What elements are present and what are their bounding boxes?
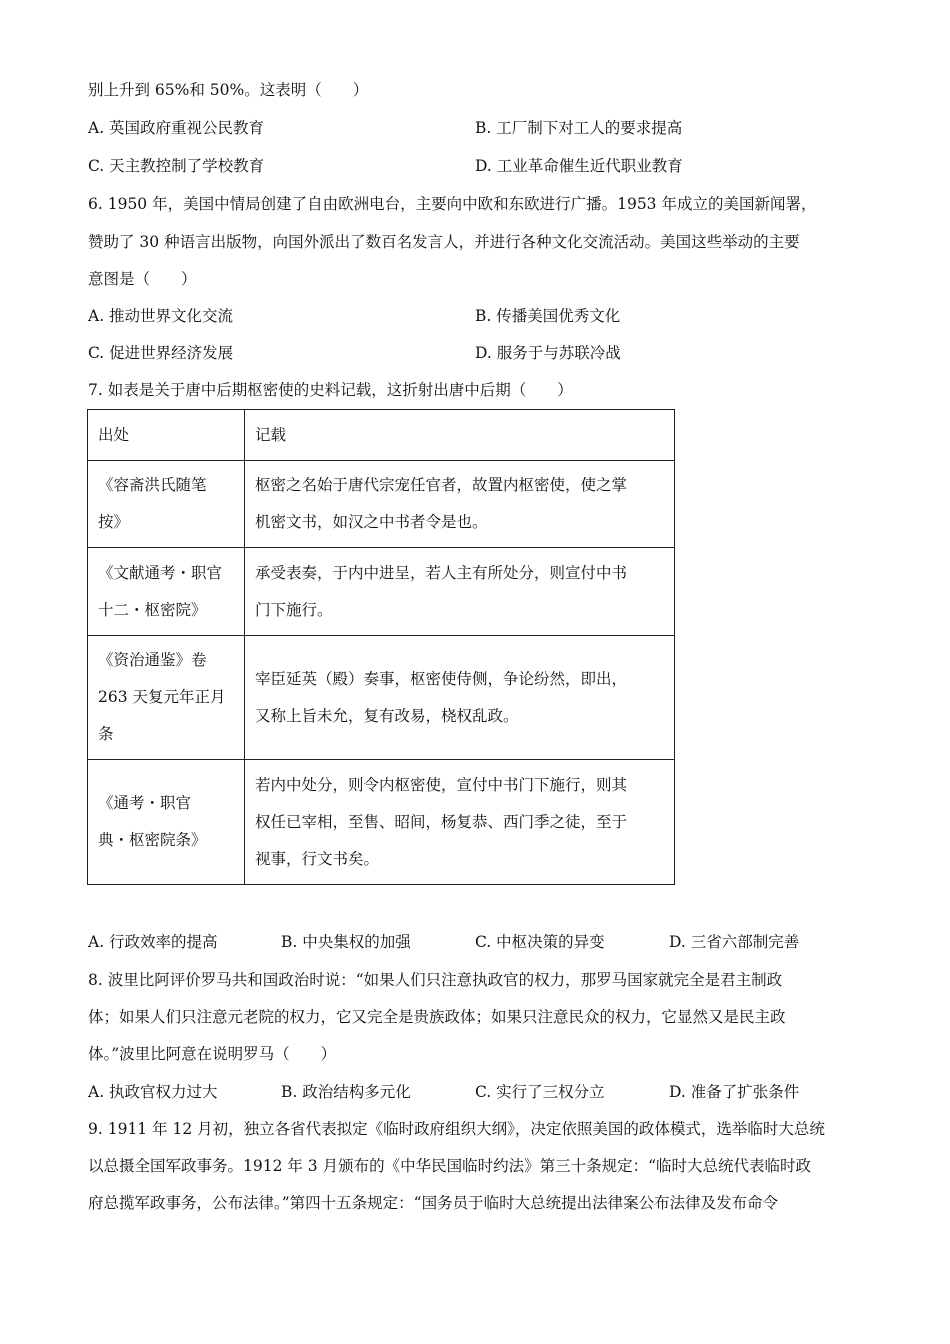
table-row [88, 548, 675, 636]
cell-line: 《容斋洪氏随笔 [98, 476, 207, 494]
table-cell-source [88, 760, 245, 885]
table-cell-record [245, 636, 675, 760]
table-cell-record [245, 548, 675, 636]
q9-stem-line-1: 9. 1911 年 12 月初，独立各省代表拟定《临时政府组织大纲》，决定依照美国的政体模式，选举临时大总统 [88, 1120, 825, 1138]
q9-stem-line-2: 以总摄全国军政事务。1912 年 3 月颁布的《中华民国临时约法》第三十条规定：“临时大总统代表临时政 [88, 1157, 812, 1175]
cell-line: 枢密之名始于唐代宗宠任官者，故置内枢密使，使之掌 [255, 476, 628, 494]
cell-line: 若内中处分，则令内枢密使，宣付中书门下施行，则其 [255, 775, 628, 794]
table-header-record: 记载 [245, 410, 675, 461]
q8-option-a: A. 执政官权力过大 [88, 1083, 218, 1101]
table-row [88, 760, 675, 885]
q5-option-d: D. 工业革命催生近代职业教育 [475, 157, 683, 175]
q8-stem-line-1: 8. 波里比阿评价罗马共和国政治时说：“如果人们只注意执政官的权力，那罗马国家就完全是君主制政 [88, 971, 783, 989]
cell-line: 按》 [98, 513, 130, 531]
q6-option-d: D. 服务于与苏联冷战 [475, 344, 621, 362]
table-header-row [88, 410, 675, 461]
q6-option-b: B. 传播美国优秀文化 [475, 307, 621, 325]
q5-option-c: C. 天主教控制了学校教育 [88, 157, 265, 175]
cell-line: 263 天复元年正月 [98, 688, 226, 706]
q5-stem-tail: 别上升到 65%和 50%。这表明（ ） [88, 81, 369, 99]
table-cell-source [88, 461, 245, 548]
table-row [88, 461, 675, 548]
q7-source-table [87, 409, 675, 885]
cell-line: 宰臣延英（殿）奏事，枢密使侍侧，争论纷然，即出， [255, 669, 628, 688]
cell-line: 《通考・职官 [98, 794, 192, 812]
q5-option-b: B. 工厂制下对工人的要求提高 [475, 119, 683, 137]
q6-option-c: C. 促进世界经济发展 [88, 344, 234, 362]
table-row [88, 636, 675, 760]
cell-line: 条 [98, 725, 114, 743]
cell-line: 典・枢密院条》 [98, 831, 207, 849]
q8-stem-line-3: 体。”波里比阿意在说明罗马（ ） [88, 1045, 337, 1063]
q8-stem-line-2: 体；如果人们只注意元老院的权力，它又完全是贵族政体；如果只注意民众的权力，它显然又是民主政 [88, 1008, 786, 1026]
cell-line: 承受表奏，于内中进呈，若人主有所处分，则宣付中书 [255, 563, 628, 582]
q6-stem-line-2: 赞助了 30 种语言出版物，向国外派出了数百名发言人，并进行各种文化交流活动。美国这些举动的主要 [88, 233, 800, 251]
table-cell-source [88, 636, 245, 760]
q7-stem: 7. 如表是关于唐中后期枢密使的史料记载，这折射出唐中后期（ ） [88, 381, 573, 399]
q6-stem-line-1: 6. 1950 年，美国中情局创建了自由欧洲电台，主要向中欧和东欧进行广播。1953 年成立的美国新闻署， [88, 195, 817, 213]
table-cell-record [245, 461, 675, 548]
q8-option-b: B. 政治结构多元化 [281, 1083, 411, 1101]
cell-line: 《资治通鉴》卷 [98, 651, 207, 669]
cell-line: 门下施行。 [255, 600, 333, 619]
cell-line: 十二・枢密院》 [98, 600, 207, 619]
q6-stem-line-3: 意图是（ ） [88, 270, 197, 288]
cell-line: 《文献通考・职官 [98, 563, 223, 582]
q5-option-a: A. 英国政府重视公民教育 [88, 119, 265, 137]
table-cell-source [88, 548, 245, 636]
q7-option-c: C. 中枢决策的异变 [475, 933, 605, 951]
cell-line: 视事，行文书矣。 [255, 849, 380, 868]
table-header-source: 出处 [88, 410, 245, 461]
q7-option-b: B. 中央集权的加强 [281, 933, 411, 951]
q9-stem-line-3: 府总揽军政事务，公布法律。”第四十五条规定：“国务员于临时大总统提出法律案公布法律及发布命令 [88, 1194, 779, 1212]
cell-line: 权任已宰相，至售、昭间，杨复恭、西门季之徒，至于 [255, 812, 628, 831]
cell-line: 机密文书，如汉之中书者令是也。 [255, 513, 488, 531]
q7-option-a: A. 行政效率的提高 [88, 933, 218, 951]
q8-option-c: C. 实行了三权分立 [475, 1083, 605, 1101]
table-cell-record [245, 760, 675, 885]
q8-option-d: D. 准备了扩张条件 [669, 1083, 800, 1101]
q6-option-a: A. 推动世界文化交流 [88, 307, 234, 325]
cell-line: 又称上旨未允，复有改易，桡权乱政。 [255, 706, 519, 725]
q7-option-d: D. 三省六部制完善 [669, 933, 800, 951]
